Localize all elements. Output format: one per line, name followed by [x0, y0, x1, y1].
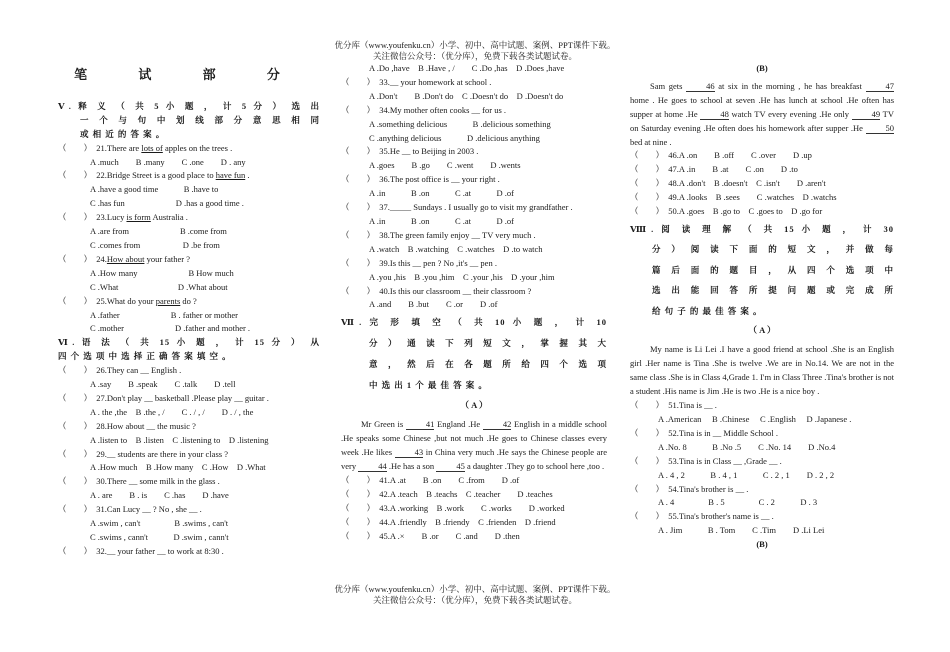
question-25: （ ） 25.What do your parents do ?	[58, 295, 197, 306]
question-33: （ ） 33.__ your homework at school .	[341, 76, 492, 87]
question-52: （ ） 52.Tina is in __ Middle School .	[630, 427, 778, 438]
question-41: （ ） 41.A .at B .on C .from D .of	[341, 474, 520, 485]
question-51: （ ） 51.Tina is __ .	[630, 400, 717, 411]
options-54: A . 4 B . 5 C . 2 D . 3	[658, 497, 818, 508]
question-50: （ ） 50.A .goes B .go to C .goes to D .go for	[630, 206, 823, 217]
options-37: A .in B .on C .at D .of	[369, 215, 514, 226]
question-36: （ ） 36.The post office is __ your right .	[341, 174, 500, 185]
options-29: A .How much B .How many C .How D .What	[90, 462, 266, 473]
question-34: （ ） 34.My mother often cooks __ for us .	[341, 104, 507, 115]
question-37: （ ） 37._____ Sundays . I usually go to visit my grandfather .	[341, 202, 573, 213]
options-39: A .you ,his B .you ,him C .your ,his D .your ,him	[369, 271, 555, 282]
options-31a: A .swim , can't B .swims , can't	[90, 518, 229, 529]
question-30: （ ） 30.There __ some milk in the glass .	[58, 476, 220, 487]
section-6-heading: Ⅵ. 语 法 （ 共 15 小 题 ， 计 15 分 ） 从 四 个 选 项 中 选 择 正 确 答 案 填 空 。	[58, 337, 320, 362]
part-a-label-reading: （ A ）	[748, 325, 776, 336]
column-2	[341, 62, 607, 543]
question-22: （ ） 22.Bridge Street is a good place to have fun .	[58, 170, 250, 181]
options-36: A .in B .on C .at D .of	[369, 188, 514, 199]
options-22b: C .has fun D .has a good time .	[90, 198, 244, 209]
options-26: A .say B .speak C .talk D .tell	[90, 379, 236, 390]
section-7-heading: Ⅶ. 完 形 填 空 （ 共 10 小 题 ， 计 10 分 ） 通 读 下 列 短 文 ， 掌 握 其 大 意 ， 然 后 在 各 题 所 给 四 个 选 项 中 选 出 1 个 最 佳 答 案 。	[341, 317, 607, 391]
options-24b: C .What D .What about	[90, 281, 228, 292]
options-31b: C .swims , cann't D .swim , cann't	[90, 532, 229, 542]
options-27: A . the ,the B .the , / C . / , / D . / , the	[90, 406, 254, 417]
question-49: （ ） 49.A .looks B .sees C .watches D .watchs	[630, 192, 837, 203]
options-51: A .American B .Chinese C .English D .Japanese .	[658, 414, 852, 424]
options-23b: C .comes from D .be from	[90, 239, 220, 250]
reading-passage-a: My name is Li Lei .I have a good friend at school .She is an English girl .Her name is Tina .She is twelve .We are in No.14. We are not in the same class .She is in Class 4,Grade 1. I'm in Class Three .Tina's brother is not a student .His name is Jim .He is two .He is a nice boy .	[630, 344, 894, 397]
column-3	[630, 62, 894, 552]
footer-line-2: 关注微信公众号：（优分库），免费下载各类试题试卷。	[372, 595, 577, 605]
options-40: A .and B .but C .or D .of	[369, 299, 498, 310]
options-30: A . are B . is C .has D .have	[90, 490, 229, 501]
footer-line-1: 优分库（www.youfenku.cn）小学、初中、高中试题、案例、PPT课件下载。	[334, 584, 616, 594]
options-34b: C .anything delicious D .delicious anything	[369, 132, 540, 143]
cloze-passage-a: Mr Green is 41 England .He 42 English in a middle school .He speaks some Chinese ,but not much .He goes to Chinese classes every week .He likes 43 in China very much .He says the Chinese people are very 44 .He has a son 45 a daughter .They go to school here ,too .	[341, 419, 607, 472]
part-a-label: （ A ）	[460, 400, 488, 411]
options-25a: A .father B . father or mother	[90, 309, 239, 320]
question-40: （ ） 40.Is this our classroom __ their classroom ?	[341, 285, 532, 296]
options-24a: A .How many B How much	[90, 267, 234, 278]
section-8-heading: Ⅷ. 阅 读 理 解 （ 共 15 小 题 ， 计 30 分 ） 阅 读 下 面 的 短 文 ， 并 做 每 篇 后 面 的 题 目 ， 从 四 个 选 项 中 选 出 能 回 答 所 提 问 题 或 完 成 所 给 句 子 的 最 佳 答 案 。	[630, 223, 894, 316]
question-45: （ ） 45.A .× B .or C .and D .then	[341, 530, 520, 541]
question-32: （ ） 32.__ your father __ to work at 8:30 .	[58, 545, 224, 556]
question-55: （ ） 55.Tina's brother's name is __ .	[630, 511, 774, 522]
part-b-label-reading: (B)	[756, 539, 768, 550]
options-22a: A .have a good time B .have to	[90, 184, 219, 195]
options-23a: A .are from B .come from	[90, 226, 227, 237]
header-line-1: 优分库（www.youfenku.cn）小学、初中、高中试题、案例、PPT课件下载。	[334, 40, 616, 50]
question-31: （ ） 31.Can Lucy __ ? No , she __ .	[58, 504, 202, 515]
question-21: （ ） 21.There are lots of apples on the trees .	[58, 142, 233, 153]
part-b-label: (B)	[756, 63, 768, 73]
question-44: （ ） 44.A .friendly B .friendy C .frienden D .friend	[341, 516, 556, 527]
cloze-passage-b: Sam gets 46 at six in the morning , he has breakfast 47 home . He goes to school at seven .He has lunch at school .He often has supper at home .He 48 watch TV every evening .He only 49 TV on Saturday evening .He often does his homework after supper .He 50 bed at nine .	[630, 80, 895, 147]
question-53: （ ） 53.Tina is in Class __ ,Grade __ .	[630, 455, 782, 466]
options-25b: C .mother D .father and mother .	[90, 323, 251, 334]
question-42: （ ） 42.A .teach B .teachs C .teacher D .teaches	[341, 488, 553, 499]
options-28: A .listen to B .listen C .listening to D .listening	[90, 434, 269, 445]
options-35: A .goes B .go C .went D .wents	[369, 160, 521, 171]
options-21: A .much B .many C .one D . any	[90, 156, 246, 167]
question-29: （ ） 29.__ students are there in your class ?	[58, 448, 228, 459]
question-35: （ ） 35.He __ to Beijing in 2003 .	[341, 146, 479, 157]
options-52: A .No. 8 B .No .5 C .No. 14 D .No.4	[658, 441, 836, 452]
options-55: A . Jim B . Tom C .Tim D .Li Lei	[658, 525, 825, 536]
column-1	[58, 62, 320, 559]
question-26: （ ） 26.They can __ English .	[58, 365, 182, 376]
exam-title: 笔 试 部 分	[74, 67, 304, 82]
header-line-2: 关注微信公众号：（优分库），免费下载各类试题试卷。	[372, 51, 577, 61]
question-43: （ ） 43.A .working B .work C .works D .worked	[341, 502, 565, 513]
options-33: A .Don't B .Don't do C .Doesn't do D .Doesn't do	[369, 90, 564, 101]
question-47: （ ） 47.A .in B .at C .on D .to	[630, 164, 798, 175]
options-53: A . 4 , 2 B . 4 , 1 C . 2 , 1 D . 2 , 2	[658, 469, 835, 480]
question-48: （ ） 48.A .don't B .doesn't C .isn't D .aren't	[630, 178, 826, 189]
question-24: （ ） 24.How about your father ?	[58, 253, 190, 264]
question-46: （ ） 46.A .on B .off C .over D .up	[630, 150, 812, 161]
question-54: （ ） 54.Tina's brother is __ .	[630, 483, 749, 494]
options-38: A .watch B .watching C .watches D .to watch	[369, 243, 543, 254]
page-header	[0, 40, 950, 62]
question-27: （ ） 27.Don't play __ basketball .Please play __ guitar .	[58, 392, 269, 403]
question-38: （ ） 38.The green family enjoy __ TV very much .	[341, 229, 536, 240]
options-34a: A .something delicious B .delicious something	[369, 118, 551, 129]
question-28: （ ） 28.How about __ the music ?	[58, 420, 196, 431]
page-footer	[0, 584, 950, 606]
question-23: （ ） 23.Lucy is form Australia .	[58, 212, 188, 223]
section-5-heading: Ⅴ. 释 义 （ 共 5 小 题 ， 计 5 分 ） 选 出 一 个 与 句 中 划 线 部 分 意 思 相 同 或 相 近 的 答 案 。	[58, 100, 320, 139]
question-39: （ ） 39.Is this __ pen ? No ,it's __ pen .	[341, 257, 497, 268]
options-32: A .Do ,have B .Have , / C .Do ,has D .Does ,have	[369, 63, 565, 73]
